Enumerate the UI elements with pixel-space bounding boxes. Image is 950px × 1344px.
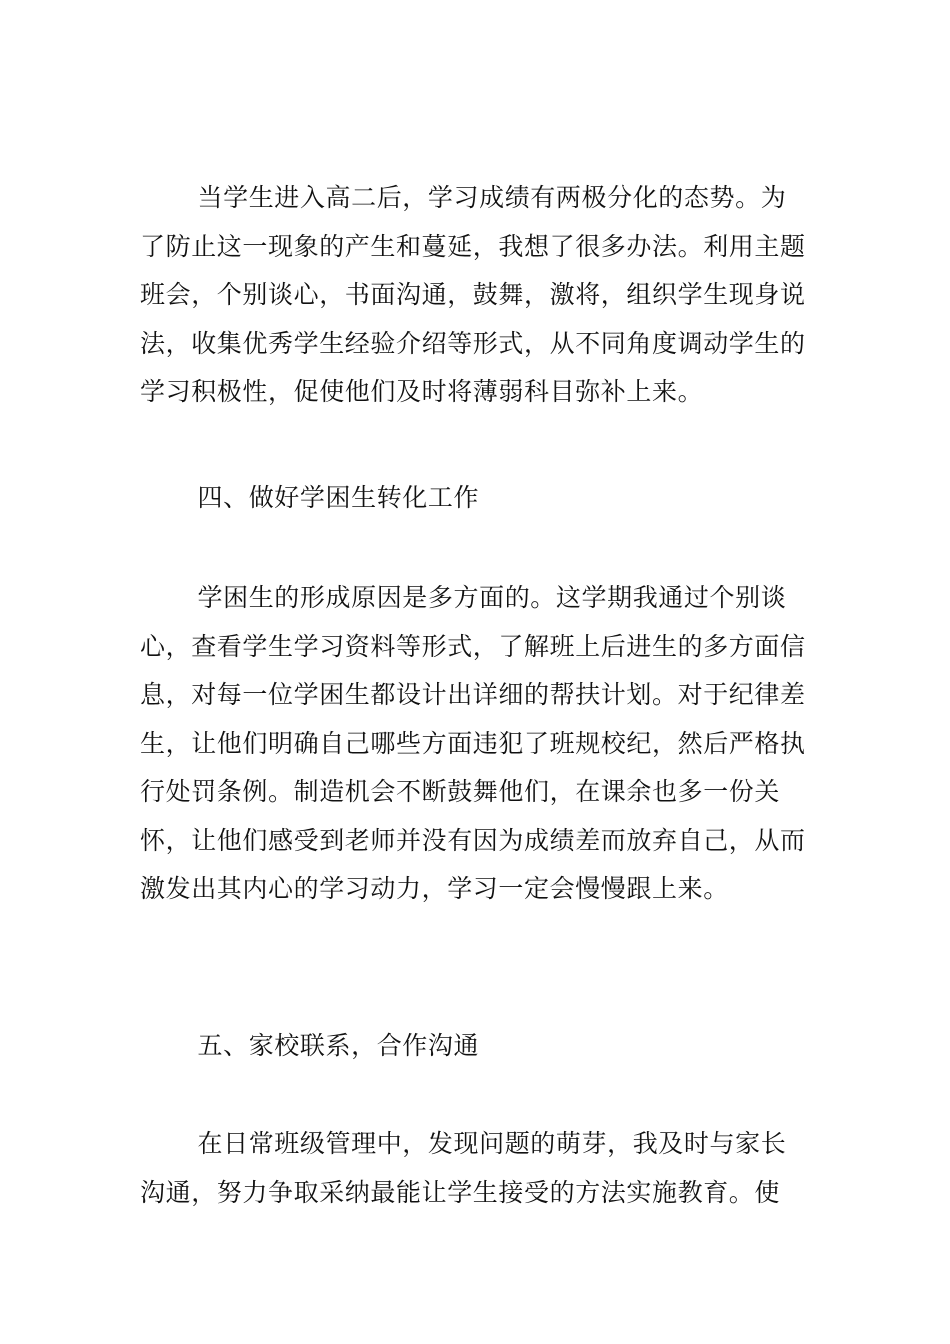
section-heading-4: 四、做好学困生转化工作 [197, 483, 480, 512]
section-heading-5: 五、家校联系，合作沟通 [197, 1031, 480, 1060]
body-paragraph: 当学生进入高二后，学习成绩有两极分化的态势。为了防止这一现象的产生和蔓延，我想了很多办法。利用主题班会，个别谈心，书面沟通，鼓舞，激将，组织学生现身说法，收集优秀学生经验介绍等形式，从不同角度调动学生的学习积极性，促使他们及时将薄弱科目弥补上来。 [140, 183, 806, 406]
body-paragraph: 在日常班级管理中，发现问题的萌芽，我及时与家长沟通，努力争取采纳最能让学生接受的方法实施教育。使 [140, 1129, 787, 1207]
body-paragraph: 学困生的形成原因是多方面的。这学期我通过个别谈心，查看学生学习资料等形式，了解班上后进生的多方面信息，对每一位学困生都设计出详细的帮扶计划。对于纪律差生，让他们明确自己哪些方面违犯了班规校纪，然后严格执行处罚条例。制造机会不断鼓舞他们，在课余也多一份关怀，让他们感受到老师并没有因为成绩差而放弃自己，从而激发出其内心的学习动力，学习一定会慢慢跟上来。 [140, 583, 806, 903]
